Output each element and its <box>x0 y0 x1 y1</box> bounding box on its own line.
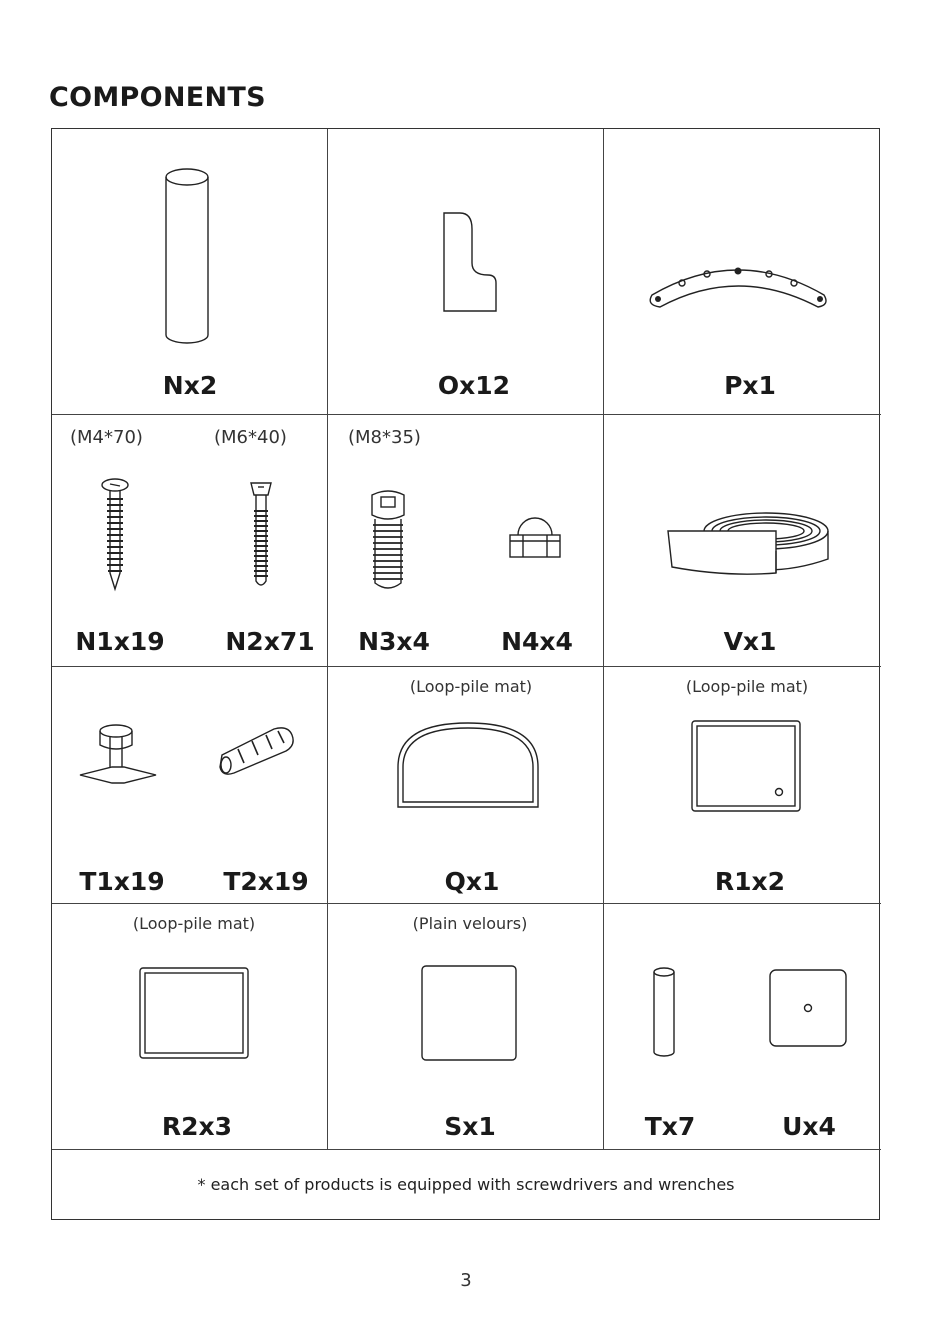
components-grid <box>51 128 880 1220</box>
component-cell-s <box>328 904 604 1150</box>
component-note: (Loop-pile mat) <box>409 677 533 696</box>
component-cell-v <box>604 415 881 667</box>
component-spec: (M6*40) <box>214 427 287 448</box>
arched-mat-icon <box>394 719 542 811</box>
square-mat-icon <box>138 966 250 1060</box>
arc-plate-icon <box>646 255 836 315</box>
tube-icon <box>163 167 213 347</box>
cam-bolt-icon <box>249 481 275 593</box>
component-label: T2x19 <box>223 867 309 896</box>
component-label: Tx7 <box>644 1112 696 1141</box>
component-cell-n1-n2 <box>52 415 328 667</box>
wall-anchor-icon <box>216 721 300 775</box>
component-label: Px1 <box>724 371 776 400</box>
component-label: Ox12 <box>437 371 511 400</box>
velour-panel-icon <box>420 964 518 1062</box>
square-mat-hole-icon <box>690 719 802 813</box>
bracket-stand-icon <box>78 723 158 787</box>
component-cell-t-u <box>604 904 881 1150</box>
component-label: T1x19 <box>79 867 165 896</box>
component-cell-q <box>328 667 604 904</box>
component-label: R2x3 <box>161 1112 233 1141</box>
component-cell-o <box>328 129 604 415</box>
component-label: Ux4 <box>782 1112 836 1141</box>
component-spec: (M8*35) <box>348 427 421 448</box>
component-label: Qx1 <box>444 867 500 896</box>
component-label: Vx1 <box>723 627 777 656</box>
component-label: N4x4 <box>501 627 573 656</box>
bracket-icon <box>442 211 502 321</box>
page-number: 3 <box>460 1270 472 1291</box>
component-note: (Loop-pile mat) <box>132 914 256 933</box>
cap-nut-icon <box>506 513 564 563</box>
component-label: N3x4 <box>358 627 430 656</box>
component-cell-r2 <box>52 904 328 1150</box>
component-cell-n <box>52 129 328 415</box>
component-cell-n3-n4 <box>328 415 604 667</box>
hex-bolt-icon <box>368 489 408 595</box>
short-tube-icon <box>652 966 678 1060</box>
component-spec: (M4*70) <box>70 427 143 448</box>
component-label: Nx2 <box>162 371 218 400</box>
tools-note: * each set of products is equipped with screwdrivers and wrenches <box>197 1175 735 1194</box>
component-label: N1x19 <box>75 627 165 656</box>
wood-screw-icon <box>100 477 130 593</box>
component-note: (Plain velours) <box>412 914 528 933</box>
component-label: N2x71 <box>225 627 315 656</box>
component-cell-r1 <box>604 667 881 904</box>
component-label: Sx1 <box>444 1112 496 1141</box>
page-title: COMPONENTS <box>49 82 266 113</box>
component-note: (Loop-pile mat) <box>685 677 809 696</box>
component-cell-t1-t2 <box>52 667 328 904</box>
component-cell-p <box>604 129 881 415</box>
rope-roll-icon <box>666 501 836 581</box>
component-label: R1x2 <box>714 867 786 896</box>
square-plate-icon <box>768 968 848 1048</box>
